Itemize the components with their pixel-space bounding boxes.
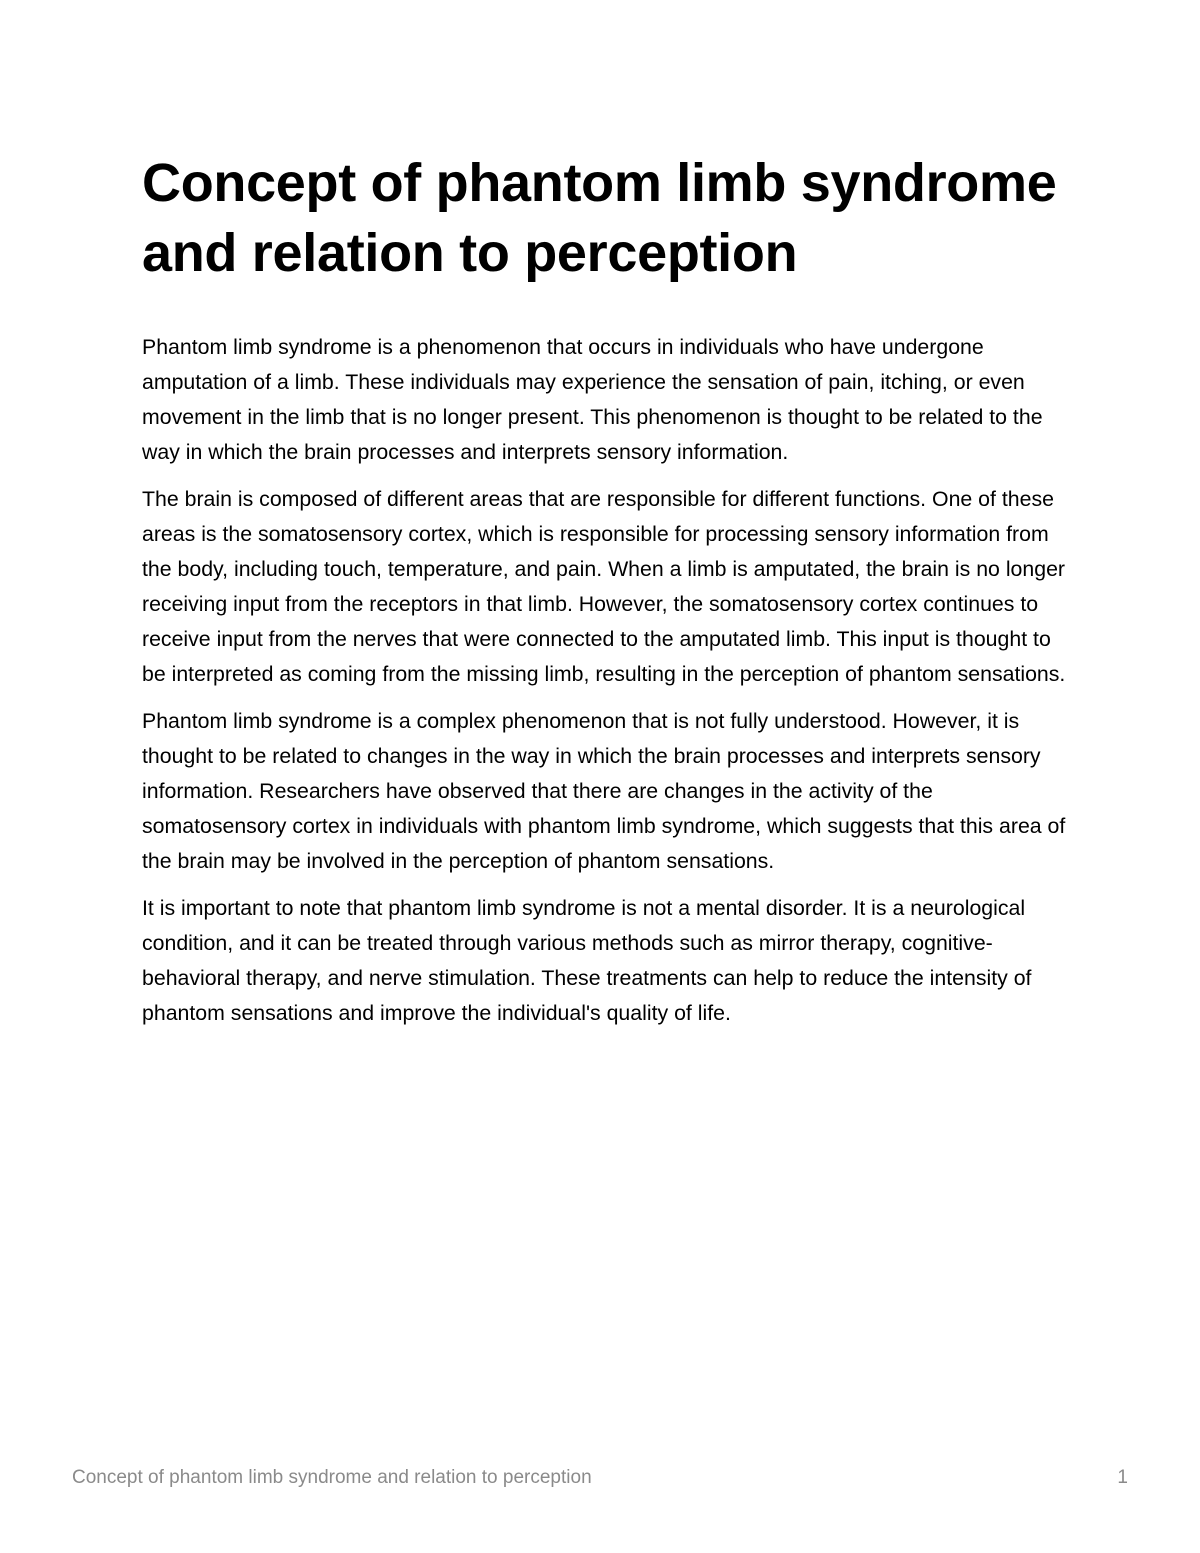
document-body [142, 330, 1072, 1031]
page-number: 1 [1117, 1467, 1128, 1488]
paragraph-3: Phantom limb syndrome is a complex phenomenon that is not fully understood. However, it is thought to be related to changes in the way in which the brain processes and interprets sensory information. Researchers have observed that there are changes in the activity of the somatosensory cortex in individuals with phantom limb syndrome, which suggests that this area of the brain may be involved in the perception of phantom sensations. [142, 709, 1066, 873]
document-title: Concept of phantom limb syndrome and relation to perception [142, 153, 1057, 283]
paragraph-1: Phantom limb syndrome is a phenomenon that occurs in individuals who have undergone amputation of a limb. These individuals may experience the sensation of pain, itching, or even movement in the limb that is no longer present. This phenomenon is thought to be related to the way in which the brain processes and interprets sensory information. [142, 335, 1043, 464]
footer-title: Concept of phantom limb syndrome and relation to perception [72, 1467, 592, 1488]
paragraph-4: It is important to note that phantom limb syndrome is not a mental disorder. It is a neurological condition, and it can be treated through various methods such as mirror therapy, cognitive-behavioral therapy, and nerve stimulation. These treatments can help to reduce the intensity of phantom sensations and improve the individual's quality of life. [142, 896, 1032, 1025]
document-content [142, 148, 1072, 1043]
paragraph-2: The brain is composed of different areas that are responsible for different functions. One of these areas is the somatosensory cortex, which is responsible for processing sensory information from the body, including touch, temperature, and pain. When a limb is amputated, the brain is no longer receiving input from the receptors in that limb. However, the somatosensory cortex continues to receive input from the nerves that were connected to the amputated limb. This input is thought to be interpreted as coming from the missing limb, resulting in the perception of phantom sensations. [142, 487, 1066, 686]
page-footer [72, 1465, 1128, 1491]
